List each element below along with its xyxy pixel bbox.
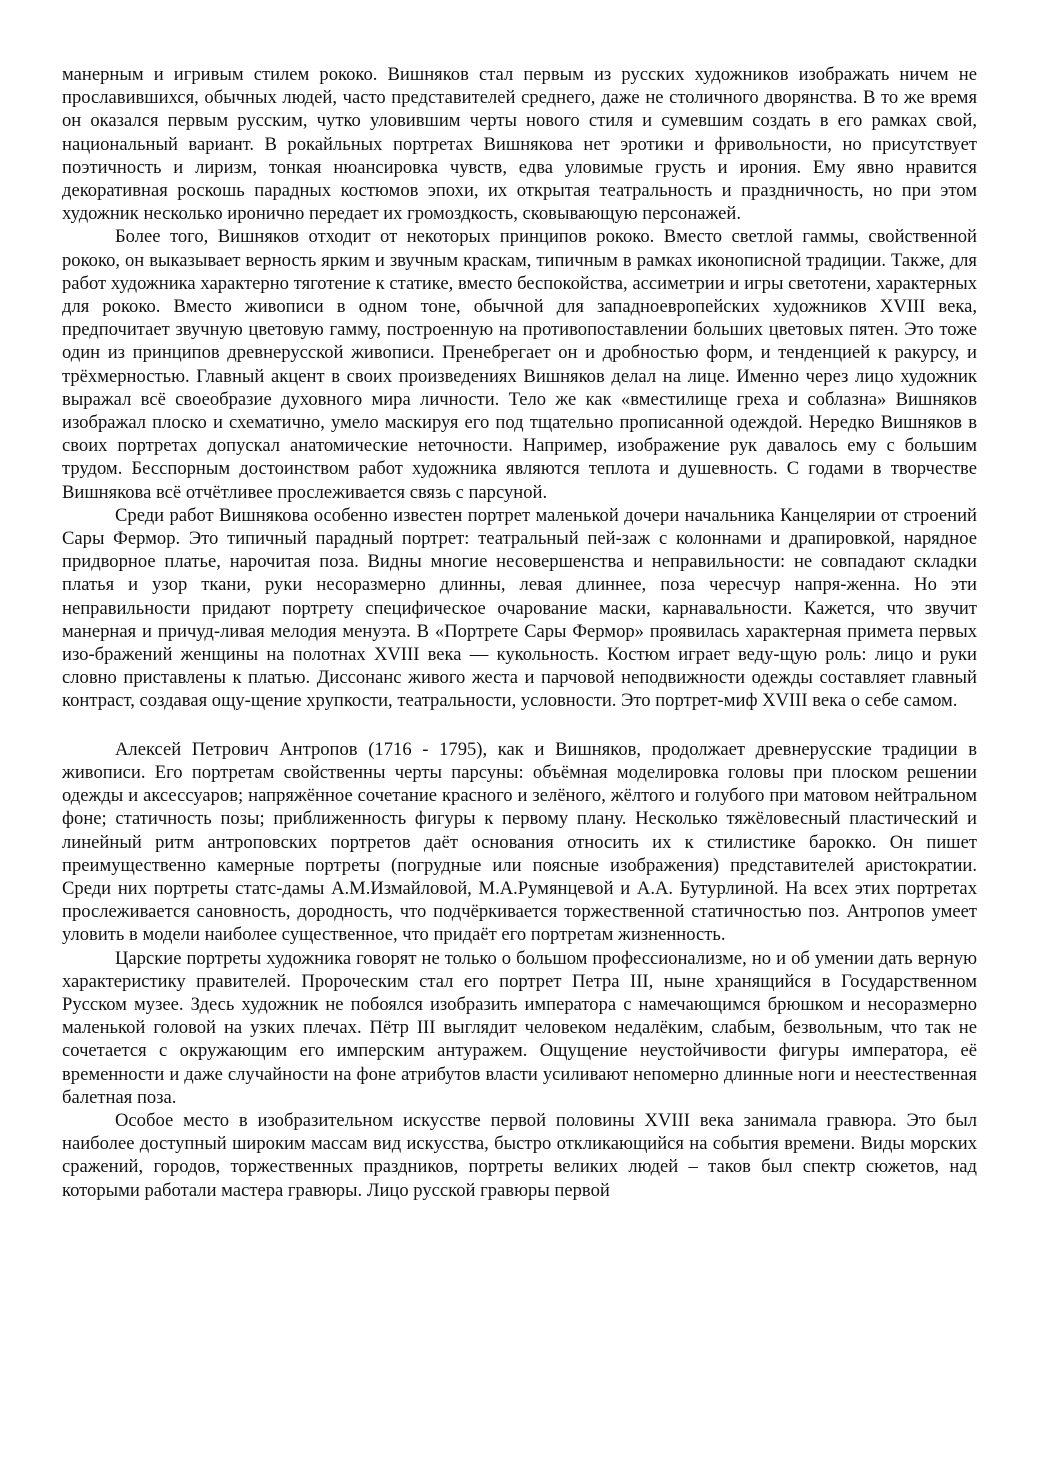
paragraph-engraving: Особое место в изобразительном искусстве первой половины XVIII века занимала гравюра. Это был наиболее доступный широким массам вид искусства, быстро откликающийся на события времени. Виды морских сражений, городов, торжественных праздников, портреты великих людей – таков был спектр сюжетов, над которыми работали мастера гравюры. Лицо русской гравюры первой [62,1109,977,1201]
section-gap [62,713,977,738]
paragraph-antropov-intro: Алексей Петрович Антропов (1716 - 1795), как и Вишняков, продолжает древнерусские традиции в живописи. Его портретам свойственны черты парсуны: объёмная моделировка головы при плоском решении одежды и аксессуаров; напряжённое сочетание красного и зелёного, жёлтого и голубого при матовом нейтральном фоне; статичность позы; приближенность фигуры к первому плану. Несколько тяжёловесный пластический и линейный ритм антроповских портретов даёт основания относить их к стилистике барокко. Он пишет преимущественно камерные портреты (погрудные или поясные изображения) представителей аристократии. Среди них портреты статс-дамы А.М.Измайловой, М.А.Румянцевой и А.А. Бутурлиной. На всех этих портретах прослеживается сановность, дородность, что подчёркивается торжественной статичностью поз. Антропов умеет уловить в модели наиболее существенное, что придаёт его портретам жизненность. [62,738,977,946]
paragraph-tsar-portraits: Царские портреты художника говорят не только о большом профессионализме, но и об умении дать верную характеристику правителей. Пророческим стал его портрет Петра III, ныне хранящийся в Государственном Русском музее. Здесь художник не побоялся изобразить императора с намечающимся брюшком и несоразмерно маленькой головой на узких плечах. Пётр III выглядит человеком недалёким, слабым, безвольным, что так не сочетается с окружающим его имперским антуражем. Ощущение неустойчивости фигуры императора, её временности и даже случайности на фоне атрибутов власти усиливают непомерно длинные ноги и неестественная балетная поза. [62,947,977,1108]
paragraph-vishnyakov-principles: Более того, Вишняков отходит от некоторых принципов рококо. Вместо светлой гаммы, свойственной рококо, он выказывает верность ярким и звучным краскам, типичным в рамках иконописной традиции. Также, для работ художника характерно тяготение к статике, вместо беспокойства, ассиметрии и игры светотени, характерных для рококо. Вместо живописи в одном тоне, обычной для западноевропейских художников XVIII века, предпочитает звучную цветовую гамму, построенную на противопоставлении больших цветовых пятен. Это тоже один из принципов древнерусской живописи. Пренебрегает он и дробностью форм, и тенденцией к ракурсу, и трёхмерностью. Главный акцент в своих произведениях Вишняков делал на лице. Именно через лицо художник выражал всё своеобразие духовного мира личности. Тело же как «вместилище греха и соблазна» Вишняков изображал плоско и схематично, умело маскируя его под тщательно прописанной одеждой. Нередко Вишняков в своих портретах допускал анатомические неточности. Например, изображение рук давалось ему с большим трудом. Бесспорным достоинством работ художника являются теплота и душевность. С годами в творчестве Вишнякова всё отчётливее прослеживается связь с парсуной. [62,226,977,503]
document-page [62,63,977,1202]
paragraph-vishnyakov-rococo: манерным и игривым стилем рококо. Вишняков стал первым из русских художников изображать ничем не прославившихся, обычных людей, часто представителей среднего, даже не столичного дворянства. В то же время он оказался первым русским, чутко уловившим черты нового стиля и сумевшим создать в его рамках свой, национальный вариант. В рокайльных портретах Вишнякова нет эротики и фривольности, но присутствует поэтичность и лиризм, тонкая нюансировка чувств, едва уловимые грусть и ирония. Ему явно нравится декоративная роскошь парадных костюмов эпохи, их открытая театральность и праздничность, но при этом художник несколько иронично передает их громоздкость, сковывающую персонажей. [62,64,977,225]
paragraph-sara-fermor-portrait: Среди работ Вишнякова особенно известен портрет маленькой дочери начальника Канцелярии от строений Сары Фермор. Это типичный парадный портрет: театральный пей-заж с колоннами и драпировкой, нарядное придворное платье, нарочитая поза. Видны многие несовершенства и неправильности: не совпадают складки платья и узор ткани, руки несоразмерно длинны, левая длиннее, поза чересчур напря-женна. Но эти неправильности придают портрету специфическое очарование маски, карнавальности. Кажется, что звучит манерная и причуд-ливая мелодия менуэта. В «Портрете Сары Фермор» проявилась характерная примета первых изо-бражений женщины на полотнах XVIII века — кукольность. Костюм играет веду-щую роль: лицо и руки словно приставлены к платью. Диссонанс живого жеста и парчовой неподвижности одежды составляет главный контраст, создавая ощу-щение хрупкости, театральности, условности. Это портрет-миф XVIII века о себе самом. [62,504,977,712]
